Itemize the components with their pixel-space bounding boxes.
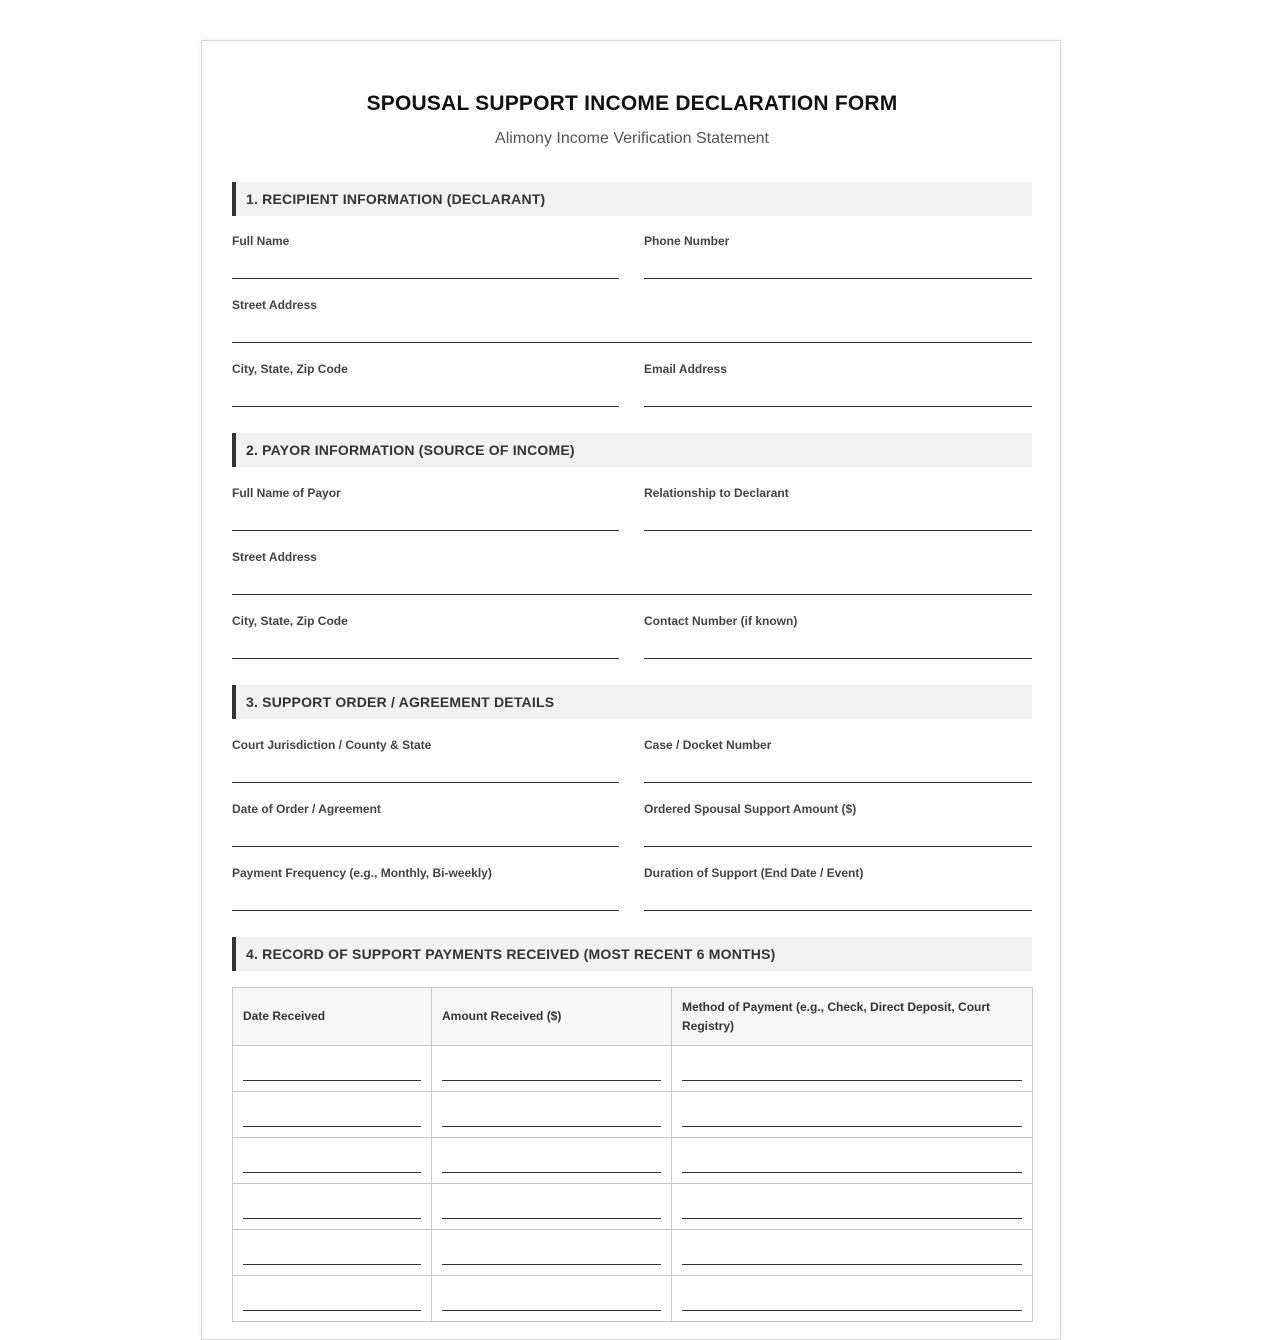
field-label: Street Address: [232, 550, 317, 564]
column-header-amount: Amount Received ($): [432, 988, 672, 1046]
input-line[interactable]: [682, 1218, 1022, 1219]
table-row: [233, 1184, 1033, 1230]
section-3-header: [232, 685, 1032, 719]
table-row: [233, 1092, 1033, 1138]
input-line[interactable]: [442, 1218, 661, 1219]
method-cell[interactable]: [672, 1276, 1033, 1322]
input-line[interactable]: [442, 1172, 661, 1173]
input-line[interactable]: [682, 1264, 1022, 1265]
section-3-heading: 3. SUPPORT ORDER / AGREEMENT DETAILS: [246, 694, 555, 710]
input-line[interactable]: [644, 530, 1032, 531]
field-label: City, State, Zip Code: [232, 362, 348, 376]
input-line[interactable]: [232, 594, 1032, 595]
input-line[interactable]: [644, 846, 1032, 847]
field-label: Court Jurisdiction / County & State: [232, 738, 432, 752]
recipient-street-field[interactable]: [232, 298, 1032, 344]
form-title: SPOUSAL SUPPORT INCOME DECLARATION FORM: [366, 92, 898, 115]
input-line[interactable]: [644, 782, 1032, 783]
amount-cell[interactable]: [432, 1092, 672, 1138]
table-row: [233, 1138, 1033, 1184]
recipient-city-field[interactable]: [232, 362, 619, 408]
section-4-header: [232, 937, 1032, 971]
input-line[interactable]: [442, 1264, 661, 1265]
input-line[interactable]: [243, 1126, 421, 1127]
input-line[interactable]: [243, 1172, 421, 1173]
input-line[interactable]: [243, 1264, 421, 1265]
table-row: [233, 1230, 1033, 1276]
field-label: Duration of Support (End Date / Event): [644, 866, 864, 880]
field-label: Ordered Spousal Support Amount ($): [644, 802, 857, 816]
order-date-field[interactable]: [232, 802, 619, 848]
field-label: Full Name of Payor: [232, 486, 341, 500]
input-line[interactable]: [243, 1310, 421, 1311]
table-row: [233, 1276, 1033, 1322]
column-header-date: Date Received: [233, 988, 432, 1046]
input-line[interactable]: [232, 530, 619, 531]
input-line[interactable]: [232, 278, 619, 279]
date-cell[interactable]: [233, 1230, 432, 1276]
input-line[interactable]: [682, 1310, 1022, 1311]
field-label: Full Name: [232, 234, 290, 248]
table-row: [233, 1046, 1033, 1092]
field-label: Relationship to Declarant: [644, 486, 789, 500]
support-amount-field[interactable]: [644, 802, 1032, 848]
amount-cell[interactable]: [432, 1230, 672, 1276]
date-cell[interactable]: [233, 1092, 432, 1138]
amount-cell[interactable]: [432, 1138, 672, 1184]
section-1-heading: 1. RECIPIENT INFORMATION (DECLARANT): [246, 191, 546, 207]
payor-full-name-field[interactable]: [232, 486, 619, 532]
payor-contact-field[interactable]: [644, 614, 1032, 660]
input-line[interactable]: [682, 1172, 1022, 1173]
input-line[interactable]: [232, 406, 619, 407]
input-line[interactable]: [232, 910, 619, 911]
recipient-phone-field[interactable]: [644, 234, 1032, 280]
recipient-email-field[interactable]: [644, 362, 1032, 408]
section-4-heading: 4. RECORD OF SUPPORT PAYMENTS RECEIVED (MOST RECENT 6 MONTHS): [246, 946, 776, 962]
field-label: Phone Number: [644, 234, 730, 248]
column-header-method: Method of Payment (e.g., Check, Direct Deposit, Court Registry): [672, 988, 1033, 1046]
payment-frequency-field[interactable]: [232, 866, 619, 912]
input-line[interactable]: [644, 278, 1032, 279]
field-label: Email Address: [644, 362, 727, 376]
method-cell[interactable]: [672, 1092, 1033, 1138]
form-page: [201, 40, 1061, 1340]
input-line[interactable]: [243, 1080, 421, 1081]
amount-cell[interactable]: [432, 1276, 672, 1322]
court-jurisdiction-field[interactable]: [232, 738, 619, 784]
input-line[interactable]: [232, 342, 1032, 343]
section-2-header: [232, 433, 1032, 467]
section-1-header: [232, 182, 1032, 216]
method-cell[interactable]: [672, 1138, 1033, 1184]
method-cell[interactable]: [672, 1046, 1033, 1092]
input-line[interactable]: [682, 1126, 1022, 1127]
form-subtitle: Alimony Income Verification Statement: [495, 130, 769, 147]
field-label: Date of Order / Agreement: [232, 802, 381, 816]
input-line[interactable]: [442, 1126, 661, 1127]
method-cell[interactable]: [672, 1230, 1033, 1276]
input-line[interactable]: [442, 1310, 661, 1311]
amount-cell[interactable]: [432, 1184, 672, 1230]
input-line[interactable]: [442, 1080, 661, 1081]
support-duration-field[interactable]: [644, 866, 1032, 912]
input-line[interactable]: [682, 1080, 1022, 1081]
date-cell[interactable]: [233, 1046, 432, 1092]
table-header-row: [233, 988, 1033, 1046]
input-line[interactable]: [232, 782, 619, 783]
field-label: Street Address: [232, 298, 317, 312]
field-label: Contact Number (if known): [644, 614, 798, 628]
payor-city-field[interactable]: [232, 614, 619, 660]
input-line[interactable]: [644, 658, 1032, 659]
payments-table: [232, 987, 1033, 1322]
date-cell[interactable]: [233, 1138, 432, 1184]
payor-street-field[interactable]: [232, 550, 1032, 596]
recipient-full-name-field[interactable]: [232, 234, 619, 280]
input-line[interactable]: [232, 658, 619, 659]
input-line[interactable]: [243, 1218, 421, 1219]
method-cell[interactable]: [672, 1184, 1033, 1230]
amount-cell[interactable]: [432, 1046, 672, 1092]
section-2-heading: 2. PAYOR INFORMATION (SOURCE OF INCOME): [246, 442, 575, 458]
date-cell[interactable]: [233, 1184, 432, 1230]
field-label: Case / Docket Number: [644, 738, 772, 752]
field-label: Payment Frequency (e.g., Monthly, Bi-weekly): [232, 866, 492, 880]
field-label: City, State, Zip Code: [232, 614, 348, 628]
input-line[interactable]: [644, 910, 1032, 911]
input-line[interactable]: [644, 406, 1032, 407]
input-line[interactable]: [232, 846, 619, 847]
case-number-field[interactable]: [644, 738, 1032, 784]
date-cell[interactable]: [233, 1276, 432, 1322]
payor-relationship-field[interactable]: [644, 486, 1032, 532]
